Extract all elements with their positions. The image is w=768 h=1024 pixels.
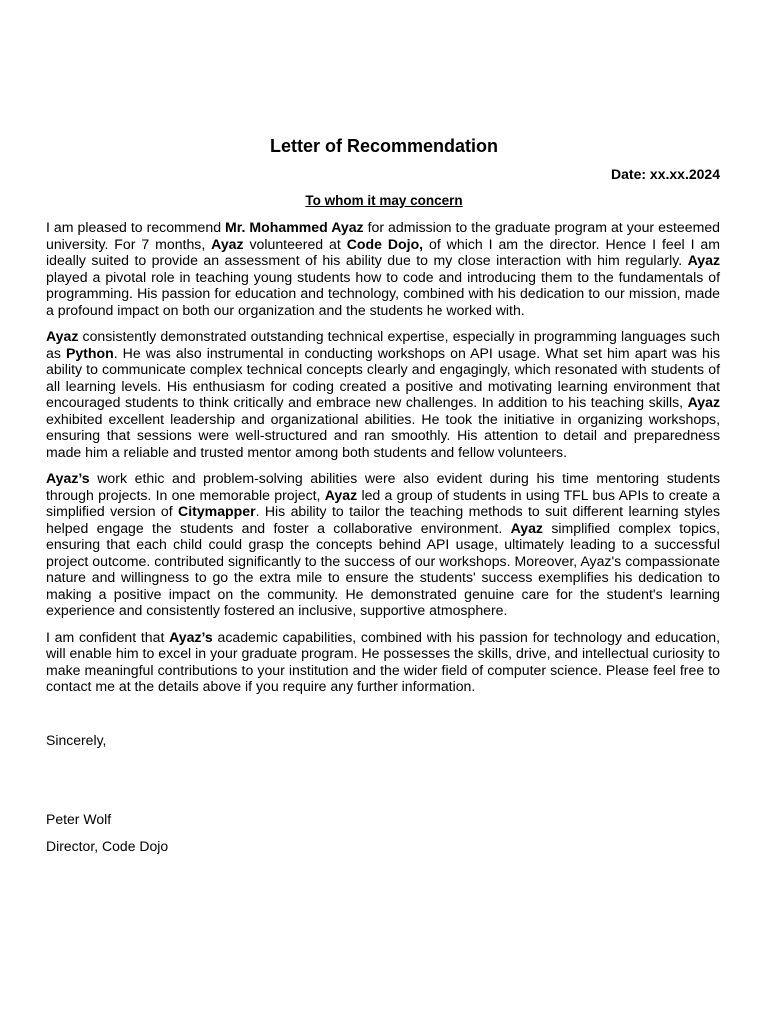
bold-run: Ayaz’s <box>169 628 213 645</box>
signer-title: Director, Code Dojo <box>46 838 169 854</box>
signer-name: Peter Wolf <box>46 811 112 827</box>
text-run: . He was also instrumental in conducting workshops on API usage. What set him apart was his ability to communicate complex technical concepts clearly and engagingly, which resonated with students of all learning levels. His enthusiasm for coding created a positive and motivating learning environment that encouraged students to think critically and embrace new challenges. In addition to his teaching skills, <box>46 344 720 410</box>
body-paragraph <box>46 470 720 619</box>
text-run: of which I am the director. Hence I feel I am ideally suited to provide an assessment of his ability due to my close interaction with him regularly. <box>46 235 721 268</box>
bold-run: Ayaz <box>687 394 720 410</box>
text-run: for admission to the graduate program at your esteemed university. For 7 months, <box>46 219 721 252</box>
text-run: I am confident that <box>46 628 170 645</box>
letter-body <box>46 219 720 705</box>
bold-run: Ayaz <box>510 519 543 536</box>
text-run: led a group of students in using TFL bus APIs to create a simplified version of <box>46 486 720 519</box>
bold-run: Ayaz <box>324 486 358 503</box>
bold-run: Python <box>65 344 114 361</box>
text-run: work ethic and problem-solving abilities were also evident during his time mentoring students through projects. In one memorable project, <box>46 470 720 503</box>
text-run: volunteered at <box>243 235 347 252</box>
closing-line: Sincerely, <box>46 732 107 748</box>
body-paragraph <box>46 629 720 695</box>
bold-run: Ayaz <box>687 252 720 268</box>
bold-run: Mr. Mohammed Ayaz <box>225 219 364 235</box>
bold-run: Citymapper <box>178 503 256 519</box>
text-run: I am pleased to recommend <box>46 219 226 235</box>
text-run: simplified complex topics, ensuring that each child could grasp the concepts behind API usage, ultimately leading to a successful project outcome. contributed significantly to the success of our workshops. Moreover, Ayaz's compassionate nature and willingness to go the extra mile to ensure the students' success exemplifies his dedication to making a positive impact on the community. He demonstrated genuine care for the student's learning experience and consistently fostered an inclusive, supportive atmosphere. <box>46 519 720 618</box>
text-run: exhibited excellent leadership and organizational abilities. He took the initiative in organizing workshops, ensuring that sessions were well-structured and ran smoothly. His attention to detail and preparedness made him a reliable and trusted mentor among both students and fellow volunteers. <box>46 410 720 460</box>
bold-run: Ayaz <box>46 328 79 344</box>
body-paragraph <box>46 219 720 318</box>
text-run: . His ability to tailor the teaching methods to suit different learning styles helped engage the students and foster a collaborative environment. <box>46 503 720 536</box>
bold-run: Ayaz’s <box>46 470 90 486</box>
letter-salutation: To whom it may concern <box>305 193 463 208</box>
bold-run: Code Dojo, <box>346 235 424 252</box>
body-paragraph <box>46 328 720 460</box>
bold-run: Ayaz <box>211 235 244 252</box>
letter-date: Date: xx.xx.2024 <box>611 166 720 182</box>
text-run: academic capabilities, combined with his passion for technology and education, will enable him to excel in your graduate program. He possesses the skills, drive, and intellectual curiosity to make meaningful contributions to your institution and the wider field of computer science. Please feel free to contact me at the details above if you require any further information. <box>46 628 720 694</box>
text-run: consistently demonstrated outstanding technical expertise, especially in programming languages such as <box>46 328 720 361</box>
letter-title: Letter of Recommendation <box>269 136 499 156</box>
text-run: played a pivotal role in teaching young students how to code and introducing them to the fundamentals of programming. His passion for education and technology, combined with his dedication to our mission, made a profound impact on both our organization and the students he worked with. <box>46 268 720 318</box>
